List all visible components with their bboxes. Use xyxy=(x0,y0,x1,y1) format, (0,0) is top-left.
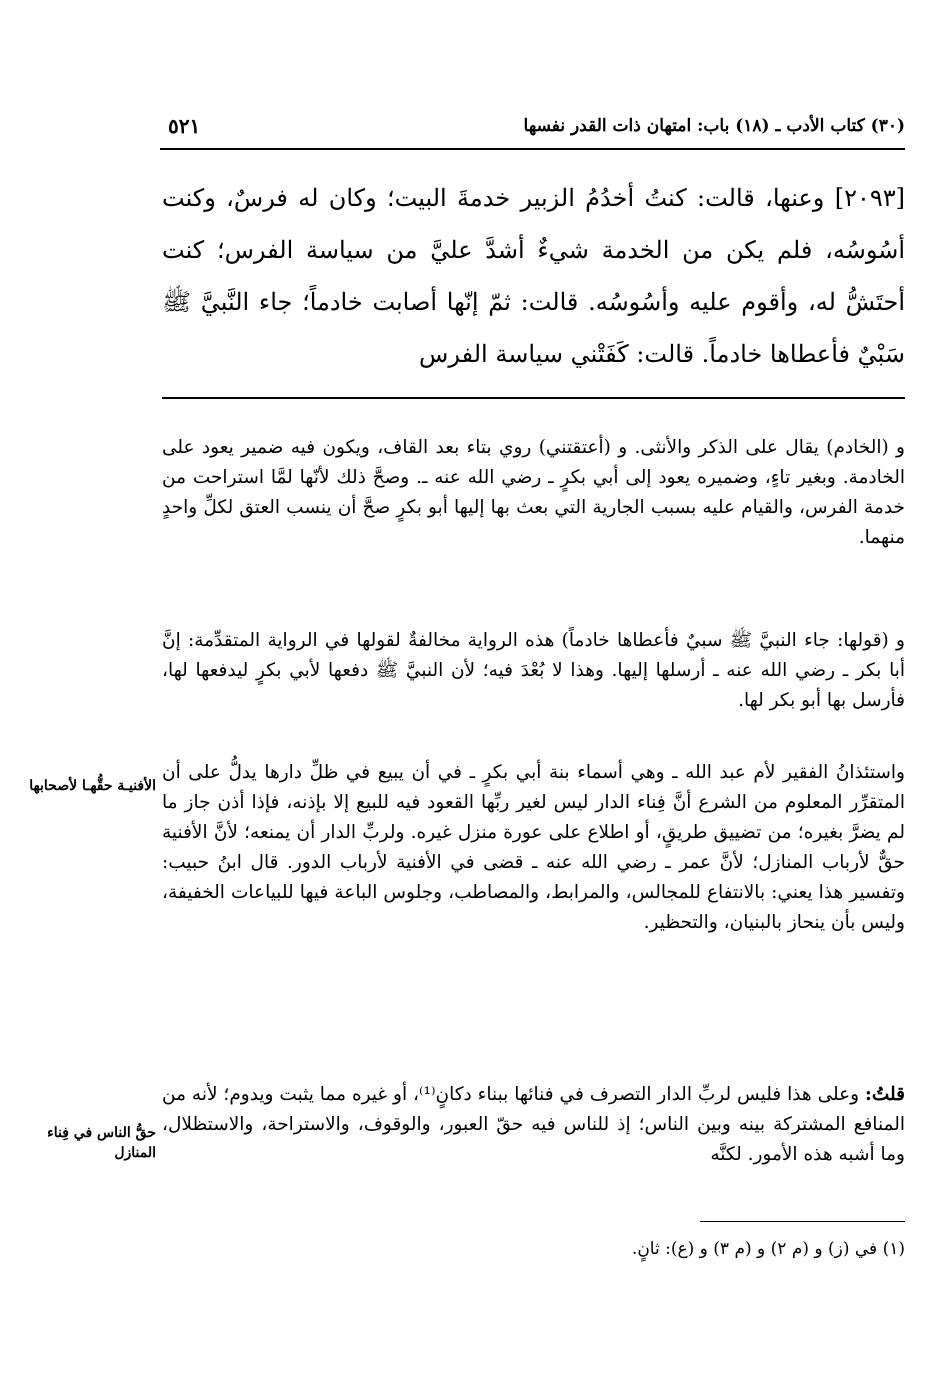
commentary-paragraph-4 xyxy=(162,1080,905,1170)
commentary-paragraph-3 xyxy=(162,758,905,938)
hadith-text xyxy=(162,172,905,380)
commentary-text: و (الخادم) يقال على الذكر والأنثى. و (أعتقتني) روي بتاء بعد القاف، ويكون فيه ضمير يعود على الخادمة. وبغير تاءٍ، وضميره يعود إلى أبي بكرٍ ـ رضي الله عنه ـ. وصحَّ ذلك لأنّها لمَّا استراحت من خدمة الفرس، والقيام عليه بسبب الجارية التي بعث بها إليها أبو بكرٍ صحَّ أن ينسب العتق لكلِّ واحدٍ منهما. xyxy=(162,437,905,548)
footnote-separator xyxy=(700,1221,905,1222)
commentary-paragraph-2 xyxy=(162,626,905,716)
margin-note-2: حقُّ الناس في فِناء المنازل xyxy=(47,1125,156,1161)
commentary-paragraph-1 xyxy=(162,433,905,553)
page-number: ٥٢١ xyxy=(168,114,201,138)
commentary-lead: قلتُ: xyxy=(865,1084,905,1105)
commentary-text: واستئذانُ الفقير لأم عبد الله ـ وهي أسماء بنة أبي بكرٍ ـ في أن يبيع في ظلِّ دارها يدلُّ على أن المتقرِّر المعلوم من الشرع أنَّ فِناء الدار ليس لغير ربِّها القعود فيه للبيع إلا بإذنه، فإذا أذن جاز ما لم يضرَّ بغيره؛ من تضييق طريقٍ، أو اطلاع على عورة منزل غيره. ولربِّ الدار أن يمنعه؛ لأنَّ الأفنية حقٌّ لأرباب المنازل؛ لأنَّ عمر ـ رضي الله عنه ـ قضى في الأفنية لأرباب الدور. قال ابنُ حبيب: وتفسير هذا يعني: بالانتفاع للمجالس، والمرابط، والمصاطب، وجلوس الباعة فيها للبياعات الخفيفة، وليس بأن ينحاز بالبنيان، والتحظير. xyxy=(162,762,905,933)
commentary-body: وعلى هذا فليس لربِّ الدار التصرف في فنائها ببناء دكانٍ⁽¹⁾، أو غيره مما يثبت ويدوم؛ لأنه من المنافع المشتركة بينه وبين الناس؛ إذ للناس فيه حقّ العبور، والوقوف، والاستراحة، والاستظلال، وما أشبه هذه الأمور. لكنَّه xyxy=(162,1084,905,1165)
running-title: (٣٠) كتاب الأدب ـ (١٨) باب: امتهان ذات القدر نفسها xyxy=(523,116,905,136)
margin-note-1: الأفنيـة حقُّهـا لأصحابها xyxy=(29,778,156,794)
page-header xyxy=(160,112,905,150)
main-separator xyxy=(162,397,905,399)
commentary-text: و (قولها: جاء النبيَّ ﷺ سبيٌ فأعطاها خادماً) هذه الرواية مخالفةٌ لقولها في الرواية المتقدِّمة: إنَّ أبا بكر ـ رضي الله عنه ـ أرسلها إليها. وهذا لا بُعْدَ فيه؛ لأن النبيَّ ﷺ دفعها لأبي بكرٍ ليدفعها لها، فأرسل بها أبو بكر لها. xyxy=(162,630,905,711)
commentary-text xyxy=(162,1080,905,1170)
footnote: (١) في (ز) و (م ٢) و (م ٣) و (ع): ثانٍ. xyxy=(631,1239,905,1259)
hadith-paragraph: [٢٠٩٣] وعنها، قالت: كنتُ أخدُمُ الزبير خدمةَ البيت؛ وكان له فرسٌ، وكنت أسُوسُه، فلم يكن من الخدمة شيءٌ أشدَّ عليَّ من سياسة الفرس؛ كنت أحتَشُّ له، وأقوم عليه وأسُوسُه. قالت: ثمّ إنّها أصابت خادماً؛ جاء النَّبيَّ ﷺ سَبْيٌ فأعطاها خادماً. قالت: كَفَتْني سياسة الفرس xyxy=(162,184,905,368)
